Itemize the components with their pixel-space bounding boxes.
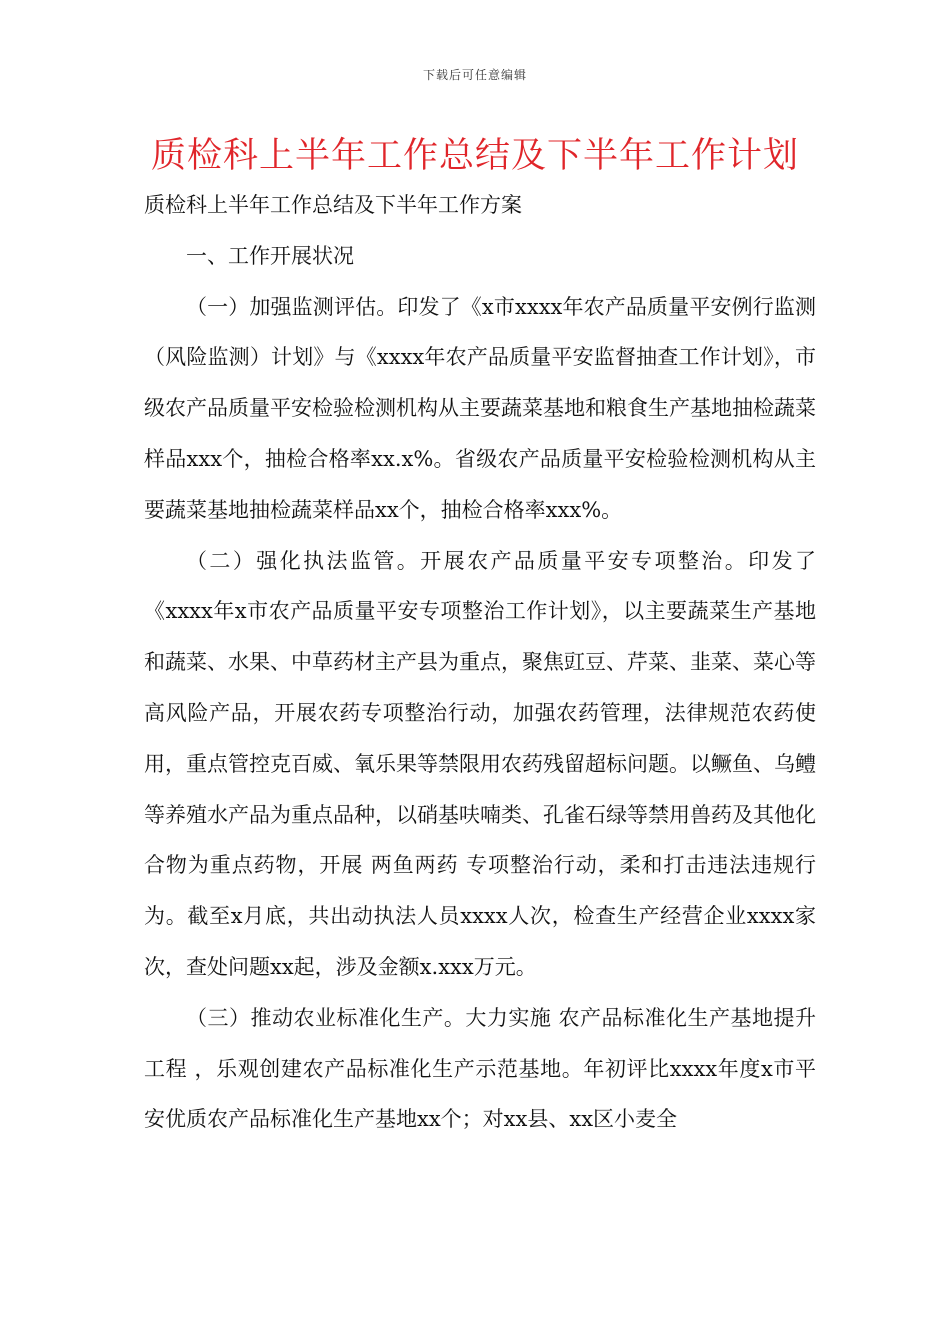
document-body	[144, 180, 816, 1145]
header-note: 下载后可任意编辑	[422, 68, 527, 82]
paragraph-1: （一）加强监测评估。印发了《x市xxxx年农产品质量平安例行监测（风险监测）计划》与《xxxx年农产品质量平安监督抽查工作计划》，市级农产品质量平安检验检测机构从主要蔬菜基地和粮食生产基地抽检蔬菜样品xxx个，抽检合格率xx.x%。省级农产品质量平安检验检测机构从主要蔬菜基地抽检蔬菜样品xx个，抽检合格率xxx%。	[144, 294, 816, 522]
document-title: 质检科上半年工作总结及下半年工作计划	[150, 136, 799, 176]
paragraph-2: （二）强化执法监管。开展农产品质量平安专项整治。印发了《xxxx年x市农产品质量平安专项整治工作计划》，以主要蔬菜生产基地和蔬菜、水果、中草药材主产县为重点，聚焦豇豆、芹菜、韭菜、菜心等高风险产品，开展农药专项整治行动，加强农药管理，法律规范农药使用，重点管控克百威、氧乐果等禁限用农药残留超标问题。以鳜鱼、乌鳢等养殖水产品为重点品种，以硝基呋喃类、孔雀石绿等禁用兽药及其他化合物为重点药物，开展 两鱼两药 专项整治行动，柔和打击违法违规行为。截至x月底，共出动执法人员xxxx人次，检查生产经营企业xxxx家次，查处问题xx起，涉及金额x.xxx万元。	[144, 548, 816, 979]
section-heading: 一、工作开展状况	[186, 243, 354, 268]
document-subtitle: 质检科上半年工作总结及下半年工作方案	[144, 193, 522, 217]
paragraph-3: （三）推动农业标准化生产。大力实施 农产品标准化生产基地提升工程 ，乐观创建农产品标准化生产示范基地。年初评比xxxx年度x市平安优质农产品标准化生产基地xx个；对xx县、xx区小麦全	[144, 1005, 816, 1132]
